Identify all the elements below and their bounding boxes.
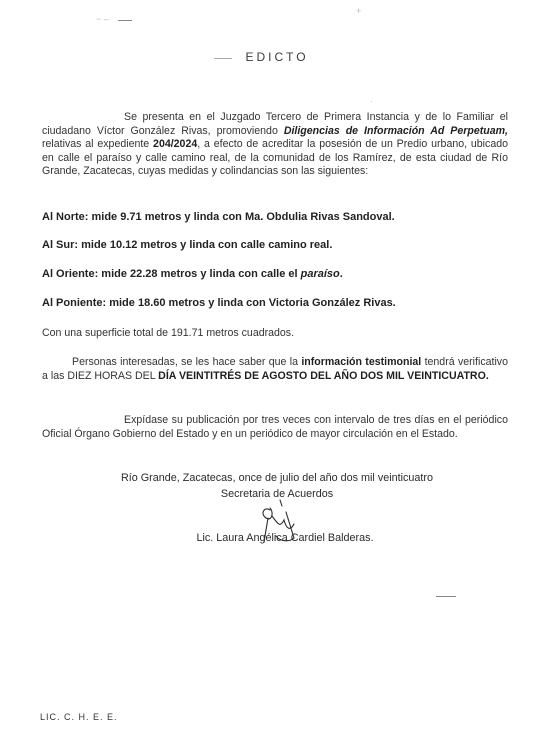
interested-parties-paragraph: Personas interesadas, se les hace saber que la información testimonial tendrá verificativo a las DIEZ HORAS DEL DÍA VEINTITRÉS DE AGOSTO DEL AÑO DOS MIL VEINTICUATRO. — [42, 356, 508, 382]
boundary-east: Al Oriente: mide 22.28 metros y linda con calle el paraíso. — [42, 268, 343, 280]
surface-area: Con una superficie total de 191.71 metros cuadrados. — [42, 327, 295, 339]
boundary-north: Al Norte: mide 9.71 metros y linda con Ma. Obdulia Rivas Sandoval. — [42, 211, 395, 223]
signer-name: Lic. Laura Angélica Cardiel Balderas. — [196, 532, 374, 544]
publication-paragraph: Expídase su publicación por tres veces con intervalo de tres días en el periódico Oficial Órgano Gobierno del Estado y en un periódico de mayor circulación en el Estado. — [42, 414, 508, 440]
scan-dash — [436, 596, 456, 597]
document-title: EDICTO — [245, 50, 309, 64]
footer-initials: LIC. C. H. E. E. — [40, 712, 118, 722]
boundary-west: Al Poniente: mide 18.60 metros y linda con Victoria González Rivas. — [42, 297, 396, 309]
scan-mark: · — [370, 96, 373, 106]
scan-mark: + — [356, 6, 362, 16]
boundary-south: Al Sur: mide 10.12 metros y linda con calle camino real. — [42, 239, 333, 251]
intro-paragraph: Se presenta en el Juzgado Tercero de Primera Instancia y de lo Familiar el ciudadano Víctor González Rivas, promoviendo Diligencias de Información Ad Perpetuam, relativas al expediente 204/2024, a efecto de acreditar la posesión de un Predio urbano, ubicado en calle el paraíso y calle camino real, de la comunidad de los Ramírez, de esta ciudad de Río Grande, Zacatecas, cuyas medidas y colindancias son las siguientes: — [42, 111, 509, 178]
scan-mark: ~ ‒ — [96, 14, 109, 24]
place-date: Río Grande, Zacatecas, once de julio del año dos mil veinticuatro — [120, 472, 434, 484]
signer-role: Secretaria de Acuerdos — [220, 488, 334, 500]
scan-dash — [118, 20, 132, 21]
